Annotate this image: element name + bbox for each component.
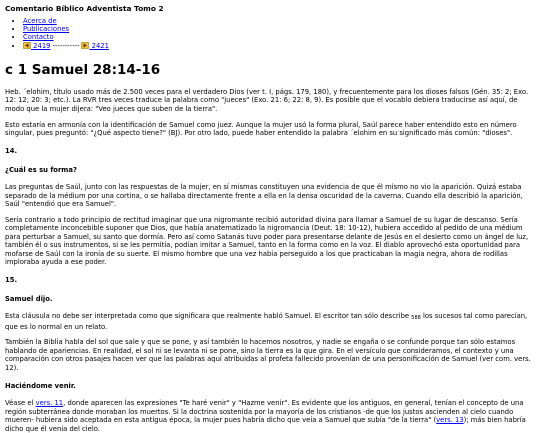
paragraph-7-text-c: ); más bien habría dicho que él venía del cielo.	[5, 416, 526, 433]
paragraph-6: También la Biblia habla del sol que sale y que se pone, y así también lo hacemos nosotros, y nadie se engaña o se confunde porque tan sólo estamos hablando de apariencias. En realidad, el sol ni se levanta ni se pone, sino la tierra es la que gira. En el versículo que consideramos, el contexto y una comparación con otros pasajes hacen ver que las palabras aquí atribuidas al profeta fallecido provenían de una personificación de Samuel (ver com. vers. 12).	[5, 338, 531, 372]
verse-heading-14: 14.	[5, 147, 18, 156]
paragraph-5-text-a: Esta cláusula no debe ser interpretada como que significara que realmente habló Samuel. El escritor tan sólo describe	[5, 312, 410, 321]
subheading-haciendome-venir: Haciéndome venir.	[5, 382, 76, 391]
verse-heading-15: 15.	[5, 276, 18, 285]
paragraph-1: Heb. ´elohim, título usado más de 2.500 veces para el verdadero Dios (ver t. I, págs. 179, 180), y frecuentemente para los dioses falsos (Gén. 35: 2; Exo. 12: 12; 20: 3; etc.). La RVR tres veces traduce la palabra como "jueces" (Exo. 21: 6; 22: 8, 9). Es posible que el vocablo debiera traducirse así aquí, de modo que la mujer dijera: "Veo jueces que suben de la tierra".	[5, 87, 529, 113]
page-title: c 1 Samuel 28:14-16	[5, 61, 161, 78]
paragraph-5-text-b: los sucesos tal como parecían, que es lo normal en un relato.	[5, 312, 528, 331]
next-page-link[interactable]	[81, 42, 108, 50]
nav-link-contact[interactable]: Contacto	[23, 33, 54, 42]
paragraph-7	[5, 399, 535, 433]
page-number-marker: 588	[411, 315, 421, 322]
paragraph-7-text-b: , donde aparecen las expresiones "Te haré venir" y "Hazme venir". Es evidente que los antiguos, en general, tenían el concepto de una región subterránea donde moraban los muertos. Si la doctrina sostenida por la mayoría de los cristianos -de que los justos ascienden al cielo cuando mueren- hubiera sido aceptada en esta antigua época, la mujer pues habría dicho que veía a Samuel que subía "de la tierra" (	[5, 399, 524, 425]
nav-link-about[interactable]: Acerca de	[23, 17, 57, 25]
nav-link-publications[interactable]: Publicaciones	[23, 25, 70, 34]
paragraph-4: Sería contrario a todo principio de rectitud imaginar que una nigromante recibió autoridad divina para llamar a Samuel de su lugar de descanso. Sería completamente inconcebible suponer que Dios, que había anatematizado la nigromancia (Deut. 18: 10-12), hubiera accedido al pedido de una médium para perturbar a Samuel, su santo que dormía. Pero así como Satanás tuvo poder para presentarse delante de Jesús en el desierto como un ángel de luz, también él o sus instrumentos, si se les permitía, podían imitar a Samuel, tanto en la forma como en la voz. El diablo aprovechó esta oportunidad para mofarse de Saúl con la ironía de su suerte. El mismo hombre que una vez había perseguido a los que practicaban la magia negra, ahora de rodillas imploraba ayuda a ese poder.	[5, 215, 529, 266]
paragraph-5	[5, 312, 535, 331]
arrow-left-icon	[23, 42, 31, 49]
nav-list	[5, 17, 535, 50]
arrow-right-icon	[81, 42, 89, 49]
site-title: Comentario Bíblico Adventista Tomo 2	[5, 4, 164, 13]
verse-link-13[interactable]: vers. 13	[436, 416, 464, 425]
pager	[23, 42, 109, 50]
verse-link-11[interactable]: vers. 11	[35, 399, 64, 408]
paragraph-7-text-a: Véase el	[5, 399, 34, 408]
next-page-label: 2421	[91, 41, 109, 50]
prev-page-link[interactable]	[23, 42, 50, 50]
pager-separator: -----------	[52, 41, 80, 50]
nav-item-contact	[23, 33, 535, 41]
prev-page-label: 2419	[33, 41, 51, 50]
subheading-samuel-dijo: Samuel dijo.	[5, 294, 53, 303]
subheading-forma: ¿Cuál es su forma?	[5, 165, 77, 174]
nav-item-publications	[23, 25, 535, 33]
paragraph-2: Esto estaría en armonía con la identificación de Samuel como juez. Aunque la mujer usó la forma plural, Saúl parece haber entendido esto en número singular, pues preguntó: "¿Qué aspecto tiene?" (BJ). Por otro lado, puede haber entendido la palabra ´elohim en su significado más común: "dioses".	[5, 120, 517, 137]
nav-item-about	[23, 17, 535, 25]
nav-item-pager	[23, 42, 535, 50]
paragraph-3: Las preguntas de Saúl, junto con las respuestas de la mujer, en sí mismas constituyen una evidencia de que él mismo no vio la aparición. Quizá estaba separado de la médium por una cortina, o se hallaba directamente frente a ella en la densa oscuridad de la caverna. Cuando ella describió la aparición, Saúl "entendió que era Samuel".	[5, 183, 523, 208]
